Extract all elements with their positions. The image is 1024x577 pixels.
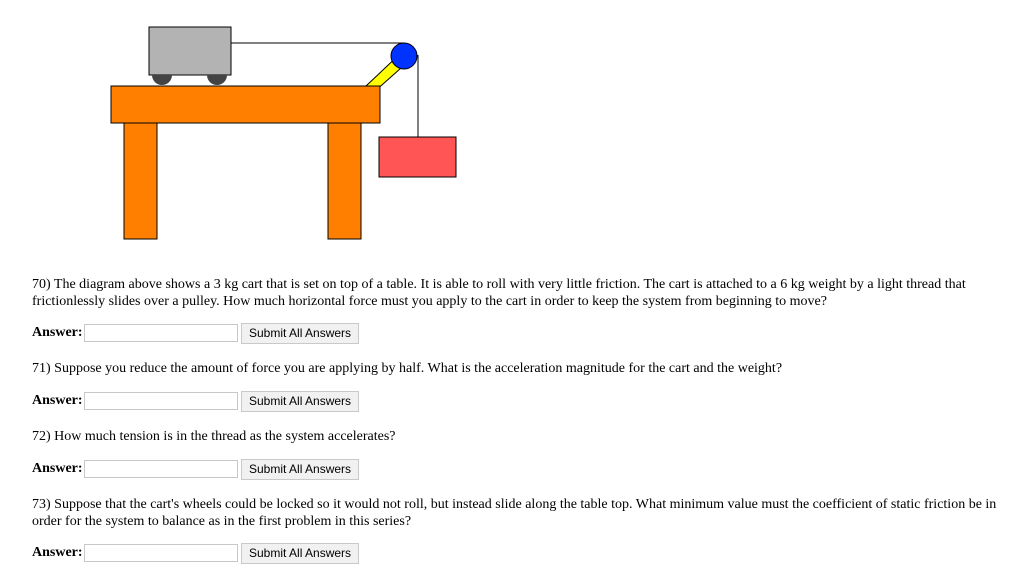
answer-row-70 bbox=[32, 322, 359, 344]
physics-diagram bbox=[0, 0, 470, 245]
answer-input-71[interactable] bbox=[84, 392, 238, 410]
table-leg-right bbox=[328, 123, 361, 239]
submit-all-answers-button[interactable]: Submit All Answers bbox=[241, 543, 359, 564]
question-71: 71) Suppose you reduce the amount of force you are applying by half. What is the acceleration magnitude for the cart and the weight? bbox=[32, 361, 783, 376]
answer-label: Answer: bbox=[32, 325, 83, 340]
cart-body bbox=[149, 27, 231, 75]
submit-all-answers-button[interactable]: Submit All Answers bbox=[241, 459, 359, 480]
cart-wheel-right bbox=[207, 75, 227, 85]
answer-label: Answer: bbox=[32, 393, 83, 408]
answer-input-70[interactable] bbox=[84, 324, 238, 342]
cart-wheel-left bbox=[152, 75, 172, 85]
answer-input-73[interactable] bbox=[84, 544, 238, 562]
question-72: 72) How much tension is in the thread as the system accelerates? bbox=[32, 429, 396, 444]
answer-row-73 bbox=[32, 542, 359, 564]
answer-label: Answer: bbox=[32, 545, 83, 560]
hanging-weight bbox=[379, 137, 456, 177]
question-73: 73) Suppose that the cart's wheels could be locked so it would not roll, but instead slide along the table top. What minimum value must the coefficient of static friction be in order for the system to balance as in the first problem in this series? bbox=[32, 497, 997, 529]
table-top bbox=[111, 86, 380, 123]
pulley bbox=[391, 43, 417, 69]
submit-all-answers-button[interactable]: Submit All Answers bbox=[241, 323, 359, 344]
question-70: 70) The diagram above shows a 3 kg cart that is set on top of a table. It is able to roll with very little friction. The cart is attached to a 6 kg weight by a light thread that frictionlessly slides over a pulley. How much horizontal force must you apply to the cart in order to keep the system from beginning to move? bbox=[32, 277, 966, 309]
submit-all-answers-button[interactable]: Submit All Answers bbox=[241, 391, 359, 412]
table-leg-left bbox=[124, 123, 157, 239]
answer-input-72[interactable] bbox=[84, 460, 238, 478]
answer-label: Answer: bbox=[32, 461, 83, 476]
answer-row-71 bbox=[32, 390, 359, 412]
answer-row-72 bbox=[32, 458, 359, 480]
